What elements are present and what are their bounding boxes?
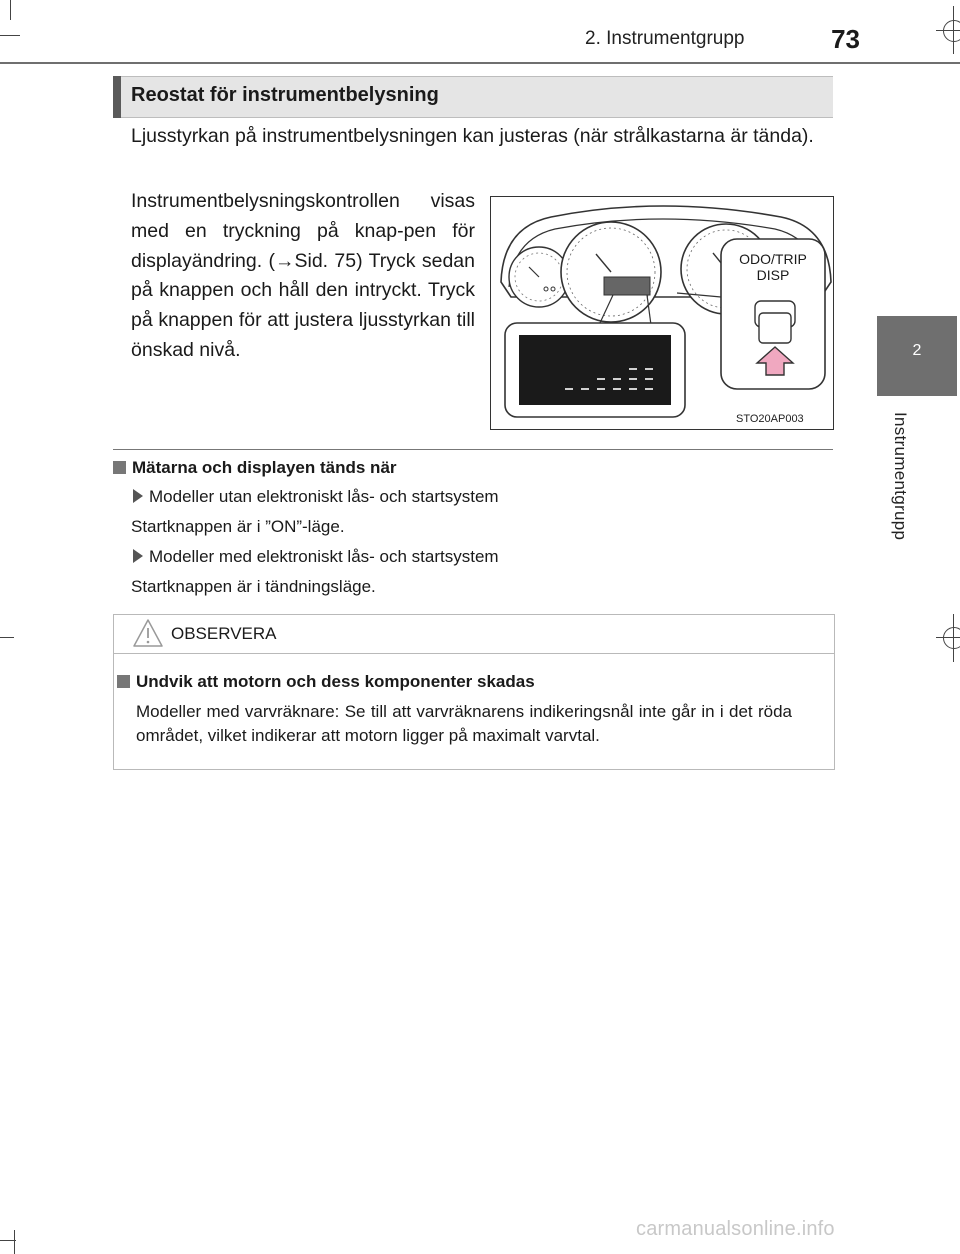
subsection-heading [113,458,397,478]
header-rule [0,62,960,64]
instrument-cluster-illustration [491,197,833,429]
section-title-accent [113,76,121,118]
caution-divider [113,653,835,654]
crop-mark [936,30,960,31]
list-item [133,487,499,507]
list-item-text: Startknappen är i tändningsläge. [131,577,376,596]
crop-mark [14,1230,15,1254]
list-item-label: Modeller med elektroniskt lås- och startsystem [149,547,499,566]
page-number: 73 [831,24,860,54]
chapter-tab-number: 2 [912,342,922,359]
section-divider [113,449,833,450]
odo-trip-label: ODO/TRIP [739,251,807,267]
warning-triangle-icon [132,618,164,653]
crop-mark [10,0,11,20]
list-item [133,547,499,567]
caution-heading-text: Undvik att motorn och dess komponenter skadas [136,672,535,691]
crop-mark [0,637,14,638]
section-title: Reostat för instrumentbelysning [131,84,439,106]
arrow-icon: → [275,249,295,272]
caution-title: OBSERVERA [171,624,277,643]
square-bullet-icon [117,675,130,688]
instrument-cluster-figure [490,196,834,430]
chapter-tab-label: Instrumentgrupp [891,412,910,541]
watermark: carmanualsonline.info [636,1218,835,1240]
caution-heading [117,672,535,692]
instruction-text-continued: Tryck sedan på knappen och håll den intryckt. Tryck på knappen för att justera ljusstyrkan till önskad nivå. [131,249,475,361]
subsection-heading-text: Mätarna och displayen tänds när [132,458,397,477]
triangle-bullet-icon [133,549,143,563]
square-bullet-icon [113,461,126,474]
crop-mark [936,637,960,638]
crop-mark [953,6,954,54]
disp-label: DISP [756,267,790,283]
list-item-label: Modeller utan elektroniskt lås- och startsystem [149,487,499,506]
odo-trip-button-label [721,251,825,283]
registration-mark [943,627,960,649]
caution-text: Modeller med varvräknare: Se till att varvräknarens indikeringsnål inte går in i det röda området, vilket indikerar att motorn ligger på maximalt varvtal. [136,702,792,745]
running-header-section: 2. Instrumentgrupp [585,28,745,49]
page-reference-link[interactable]: Sid. 75) [294,249,363,272]
crop-mark [953,614,954,662]
instruction-paragraph [131,187,475,366]
crop-mark [0,35,20,36]
triangle-bullet-icon [133,489,143,503]
figure-code: STO20AP003 [736,413,804,425]
registration-mark [943,20,960,42]
list-item-text: Startknappen är i ”ON”-läge. [131,517,345,536]
intro-paragraph: Ljusstyrkan på instrumentbelysningen kan justeras (när strålkastarna är tända). [131,125,814,147]
instruction-text: Instrumentbelysningskontrollen visas med en tryckning på knap-pen för displayändring. ( [131,190,475,272]
